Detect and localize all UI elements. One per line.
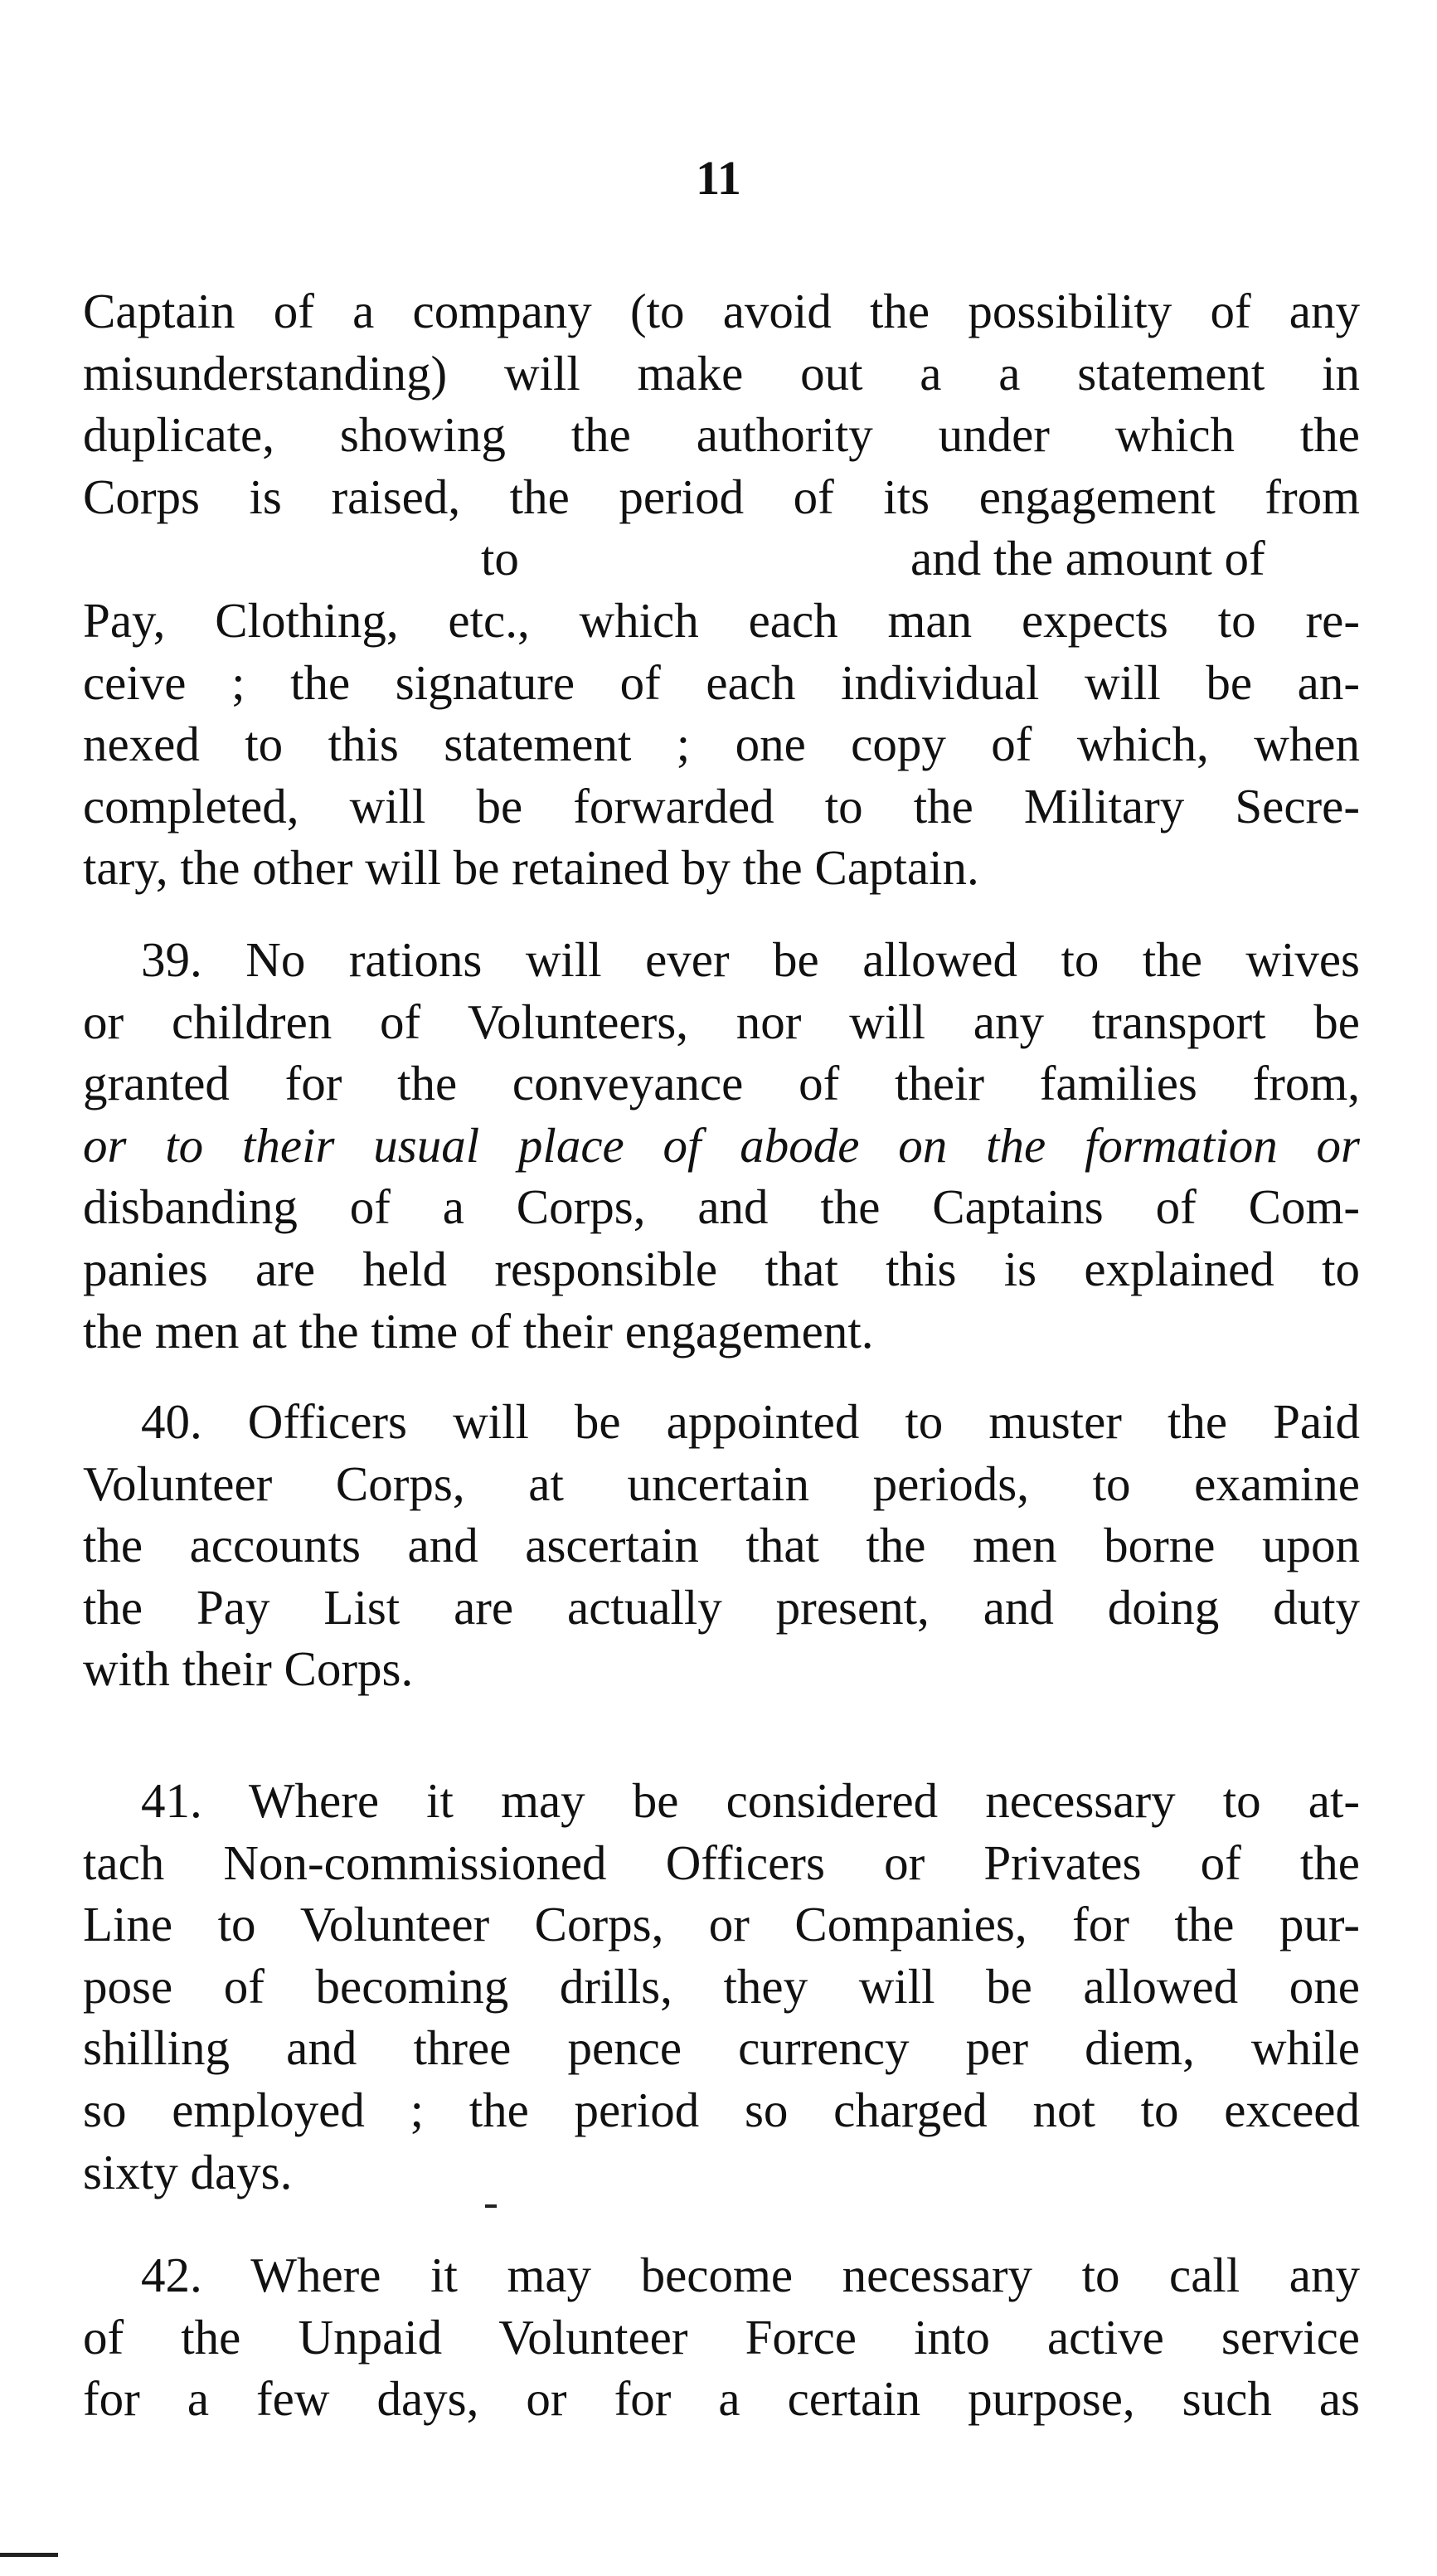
text-line: 41. Where it may be considered necessary to at- — [141, 1773, 1360, 1828]
text-line: nexed to this statement ; one copy of which, when — [83, 717, 1360, 772]
text-line: Volunteer Corps, at uncertain periods, to examine — [83, 1456, 1360, 1511]
blank-date-to: to — [481, 531, 519, 586]
text-line: Line to Volunteer Corps, or Companies, for the pur- — [83, 1897, 1360, 1952]
text-line: tary, the other will be retained by the Captain. — [83, 840, 979, 896]
text-line: completed, will be forwarded to the Military Secre- — [83, 778, 1360, 834]
text-line: the men at the time of their engagement. — [83, 1303, 874, 1358]
text-line: shilling and three pence currency per diem, while — [83, 2020, 1360, 2076]
text-line: disbanding of a Corps, and the Captains of Com- — [83, 1179, 1360, 1235]
text-line: panies are held responsible that this is explained to — [83, 1241, 1360, 1296]
text-line: or children of Volunteers, nor will any transport be — [83, 994, 1360, 1049]
text-line: Pay, Clothing, etc., which each man expects to re- — [83, 592, 1360, 648]
text-line: granted for the conveyance of their families from, — [83, 1056, 1360, 1111]
text-line: 40. Officers will be appointed to muster the Paid — [141, 1394, 1360, 1449]
blank-date-line — [83, 527, 1360, 590]
text-line: pose of becoming drills, they will be allowed one — [83, 1958, 1360, 2014]
text-line: the Pay List are actually present, and doing duty — [83, 1579, 1360, 1635]
text-line: duplicate, showing the authority under which the — [83, 407, 1360, 463]
text-line: 42. Where it may become necessary to call any — [141, 2248, 1360, 2302]
paragraph-42 — [83, 2244, 1360, 2430]
blank-date-rest: and the amount of — [910, 531, 1265, 586]
text-line: misunderstanding) will make out a a statement in — [83, 345, 1360, 401]
text-line: of the Unpaid Volunteer Force into active service — [83, 2309, 1360, 2365]
page-number: 11 — [696, 151, 741, 205]
paragraph-41 — [83, 1770, 1360, 2203]
paragraph-39 — [83, 929, 1360, 1362]
text-line: with their Corps. — [83, 1641, 414, 1697]
text-line: tach Non-commissioned Officers or Privates of the — [83, 1835, 1360, 1890]
text-line: Corps is raised, the period of its engagement from — [83, 469, 1360, 524]
paragraph-40 — [83, 1391, 1360, 1700]
text-line: sixty days. — [83, 2144, 293, 2199]
print-speck — [485, 2204, 497, 2208]
paragraph-38-continued — [83, 280, 1360, 899]
text-line: for a few days, or for a certain purpose, such as — [83, 2371, 1360, 2427]
text-line: the accounts and ascertain that the men borne upon — [83, 1518, 1360, 1573]
text-line: Captain of a company (to avoid the possibility of any — [83, 284, 1360, 338]
page-edge-mark — [0, 2553, 58, 2557]
text-line: or to their usual place of abode on the formation or — [83, 1117, 1360, 1173]
text-line: 39. No rations will ever be allowed to the wives — [141, 932, 1360, 987]
text-line: so employed ; the period so charged not to exceed — [83, 2082, 1360, 2137]
text-line: ceive ; the signature of each individual will be an- — [83, 654, 1360, 710]
